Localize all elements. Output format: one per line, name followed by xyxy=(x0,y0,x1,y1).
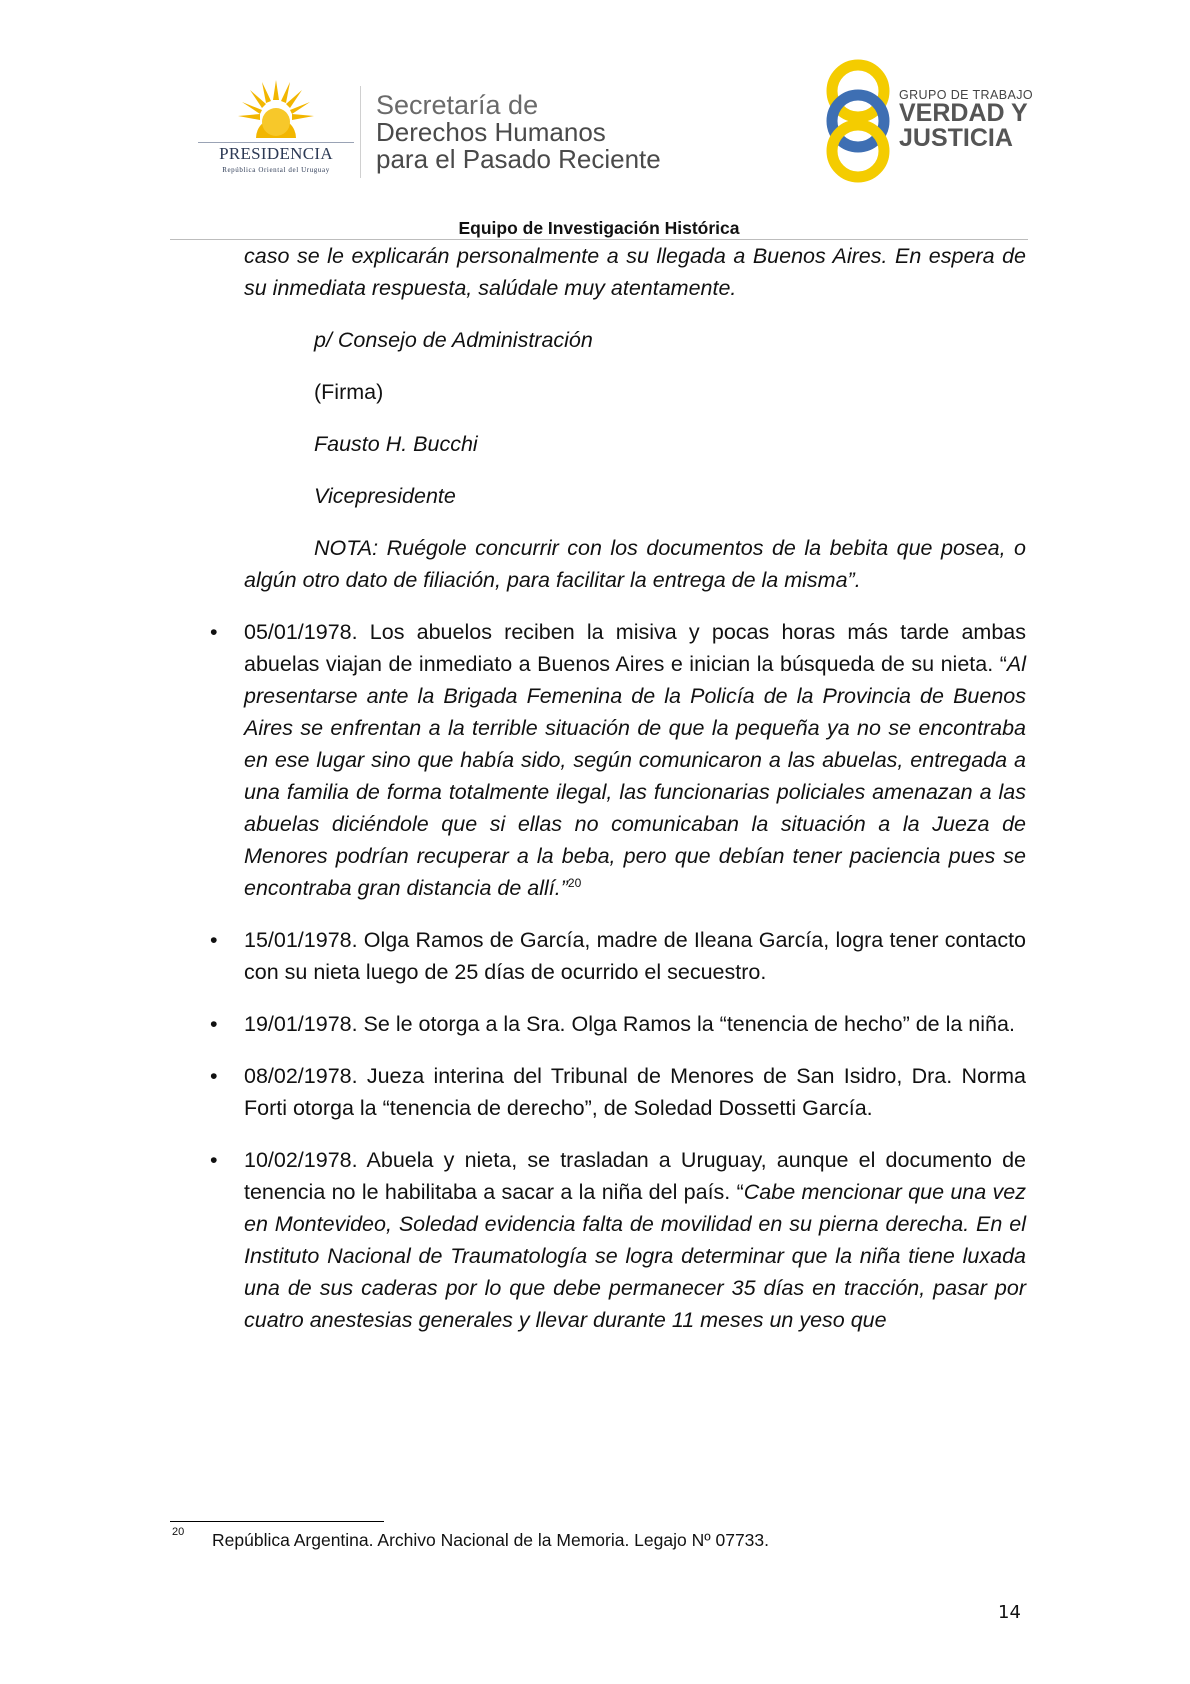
presidencia-subtitle: República Oriental del Uruguay xyxy=(222,166,330,174)
secretaria-line2: Derechos Humanos xyxy=(376,117,606,147)
presidencia-name: PRESIDENCIA xyxy=(219,144,333,163)
timeline-item-2: • 15/01/1978. Olga Ramos de García, madre de Ileana García, logra tener contacto con su nieta luego de 25 días de ocurrido el secuestro. xyxy=(244,924,1026,988)
footnote-number: 20 xyxy=(172,1526,185,1538)
footnote-text: República Argentina. Archivo Nacional de la Memoria. Legajo Nº 07733. xyxy=(212,1530,770,1550)
grupo-trabajo-logo xyxy=(823,56,1053,186)
timeline-item-5-text: 10/02/1978. Abuela y nieta, se trasladan a Uruguay, aunque el documento de tenencia no le habilitaba a sacar a la niña del país. “ xyxy=(244,1148,1026,1204)
signature-firma: (Firma) xyxy=(314,380,384,404)
signature-council: p/ Consejo de Administración xyxy=(314,328,593,352)
letter-note: NOTA: Ruégole concurrir con los documentos de la bebita que posea, o algún otro dato de filiación, para facilitar la entrega de la misma”. xyxy=(244,536,1026,592)
letter-closing: caso se le explicarán personalmente a su llegada a Buenos Aires. En espera de su inmediata respuesta, salúdale muy atentamente. xyxy=(244,244,1026,300)
timeline-item-4: • 08/02/1978. Jueza interina del Tribunal de Menores de San Isidro, Dra. Norma Forti otorga la “tenencia de derecho”, de Soledad Dossetti García. xyxy=(244,1060,1026,1124)
secretaria-line3: para el Pasado Reciente xyxy=(376,144,661,174)
rings-icon xyxy=(823,56,893,186)
presidencia-logo xyxy=(196,78,356,178)
presidencia-rule xyxy=(198,142,354,143)
grupo-line3: JUSTICIA xyxy=(899,124,1013,152)
signature-name: Fausto H. Bucchi xyxy=(314,432,478,456)
timeline-item-1-quote: Al presentarse ante la Brigada Femenina de la Policía de la Provincia de Buenos Aires se enfrentan a la terrible situación de que la pequeña ya no se encontraba en ese lugar sino que había sido, según comunicaron a las abuelas, entregada a una familia de forma totalmente ilegal, las funcionarias policiales amenazan a las abuelas diciéndole que si ellas no comunicaban la situación a la Jueza de Menores podrían recuperar a la beba, pero que debían tener paciencia pues se encontraba gran distancia de allí.” xyxy=(244,652,1026,900)
timeline-item-5-quote: Cabe mencionar que una vez en Montevideo, Soledad evidencia falta de movilidad en su pierna derecha. En el Instituto Nacional de Traumatología se logra determinar que la niña tiene luxada una de sus caderas por lo que debe permanecer 35 días en tracción, pasar por cuatro anestesias generales y llevar durante 11 meses un yeso que xyxy=(244,1180,1026,1332)
timeline-item-1-text: 05/01/1978. Los abuelos reciben la misiva y pocas horas más tarde ambas abuelas viajan de inmediato a Buenos Aires e inician la búsqueda de su nieta. “ xyxy=(244,620,1026,676)
footnote-ref: 20 xyxy=(567,875,582,890)
sun-icon xyxy=(236,78,316,142)
grupo-line2: VERDAD Y xyxy=(899,99,1028,127)
grupo-line1: GRUPO DE TRABAJO xyxy=(899,88,1033,102)
timeline-item-1 xyxy=(244,616,1026,904)
team-title: Equipo de Investigación Histórica xyxy=(458,218,740,238)
signature-role: Vicepresidente xyxy=(314,484,456,508)
secretaria-line1: Secretaría de xyxy=(376,90,539,120)
secretaria-logo xyxy=(376,92,661,173)
timeline-item-5 xyxy=(244,1144,1026,1336)
document-body xyxy=(244,240,1026,1336)
timeline-item-3: • 19/01/1978. Se le otorga a la Sra. Olga Ramos la “tenencia de hecho” de la niña. xyxy=(244,1008,1026,1040)
footnote-rule xyxy=(170,1521,384,1522)
page-number: 14 xyxy=(998,1602,1021,1623)
page-header xyxy=(0,0,1190,240)
logo-divider xyxy=(360,86,361,178)
